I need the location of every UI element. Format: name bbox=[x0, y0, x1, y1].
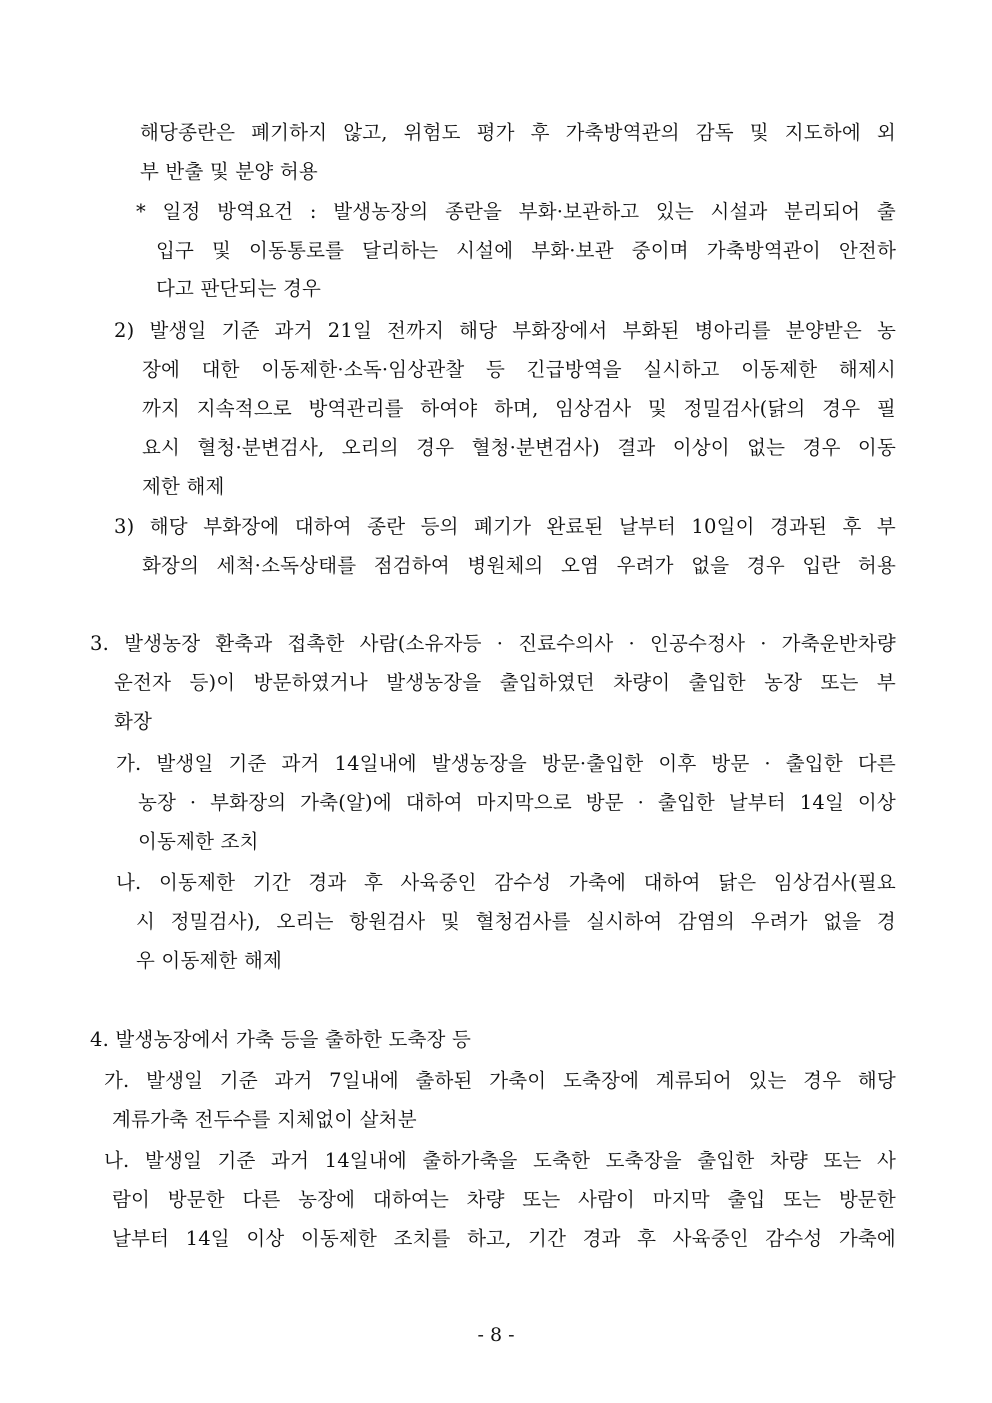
text-line: 우 이동제한 해제 bbox=[136, 949, 283, 972]
note-line: 다고 판단되는 경우 bbox=[156, 277, 322, 300]
text-line: 화장의 세척·소독상태를 점검하여 병원체의 오염 우려가 없을 경우 입란 허용 bbox=[142, 554, 896, 577]
text-line: 까지 지속적으로 방역관리를 하여야 하며, 임상검사 및 정밀검사(닭의 경우 필 bbox=[142, 397, 896, 420]
text-line: 날부터 14일 이상 이동제한 조치를 하고, 기간 경과 후 사육중인 감수성 가축에 bbox=[112, 1227, 896, 1250]
text-line: 해당종란은 폐기하지 않고, 위험도 평가 후 가축방역관의 감독 및 지도하에 외 bbox=[140, 121, 896, 144]
note-line: * 일정 방역요건 : 발생농장의 종란을 부화·보관하고 있는 시설과 분리되어 출 bbox=[136, 200, 896, 223]
text-line: 운전자 등)이 방문하였거나 발생농장을 출입하였던 차량이 출입한 농장 또는 부 bbox=[114, 671, 896, 694]
list-item-line: 나. 발생일 기준 과거 14일내에 출하가축을 도축한 도축장을 출입한 차량 또는 사 bbox=[104, 1149, 896, 1172]
text-line: 장에 대한 이동제한·소독·임상관찰 등 긴급방역을 실시하고 이동제한 해제시 bbox=[142, 358, 896, 381]
page-number: - 8 - bbox=[477, 1324, 515, 1346]
text-line: 람이 방문한 다른 농장에 대하여는 차량 또는 사람이 마지막 출입 또는 방문한 bbox=[112, 1188, 896, 1211]
note-line: 입구 및 이동통로를 달리하는 시설에 부화·보관 중이며 가축방역관이 안전하 bbox=[156, 239, 896, 262]
list-item-line: 3) 해당 부화장에 대하여 종란 등의 폐기가 완료된 날부터 10일이 경과된 후 부 bbox=[114, 515, 896, 538]
text-line: 부 반출 및 분양 허용 bbox=[140, 160, 318, 183]
text-line: 계류가축 전두수를 지체없이 살처분 bbox=[112, 1108, 417, 1131]
section-heading-line: 4. 발생농장에서 가축 등을 출하한 도축장 등 bbox=[90, 1028, 472, 1051]
text-line: 화장 bbox=[114, 710, 153, 733]
list-item-line: 나. 이동제한 기간 경과 후 사육중인 감수성 가축에 대하여 닭은 임상검사(필요 bbox=[116, 871, 896, 894]
text-line: 시 정밀검사), 오리는 항원검사 및 혈청검사를 실시하여 감염의 우려가 없을 경 bbox=[136, 910, 896, 933]
section-heading-line: 3. 발생농장 환축과 접촉한 사람(소유자등 · 진료수의사 · 인공수정사 · 가축운반차량 bbox=[90, 632, 896, 655]
list-item-line: 2) 발생일 기준 과거 21일 전까지 해당 부화장에서 부화된 병아리를 분양받은 농 bbox=[114, 319, 896, 342]
text-line: 요시 혈청·분변검사, 오리의 경우 혈청·분변검사) 결과 이상이 없는 경우 이동 bbox=[142, 436, 896, 459]
text-line: 농장 · 부화장의 가축(알)에 대하여 마지막으로 방문 · 출입한 날부터 14일 이상 bbox=[138, 791, 896, 814]
text-line: 제한 해제 bbox=[142, 475, 225, 498]
list-item-line: 가. 발생일 기준 과거 7일내에 출하된 가축이 도축장에 계류되어 있는 경우 해당 bbox=[104, 1069, 896, 1092]
list-item-line: 가. 발생일 기준 과거 14일내에 발생농장을 방문·출입한 이후 방문 · 출입한 다른 bbox=[116, 752, 896, 775]
text-line: 이동제한 조치 bbox=[138, 830, 259, 853]
